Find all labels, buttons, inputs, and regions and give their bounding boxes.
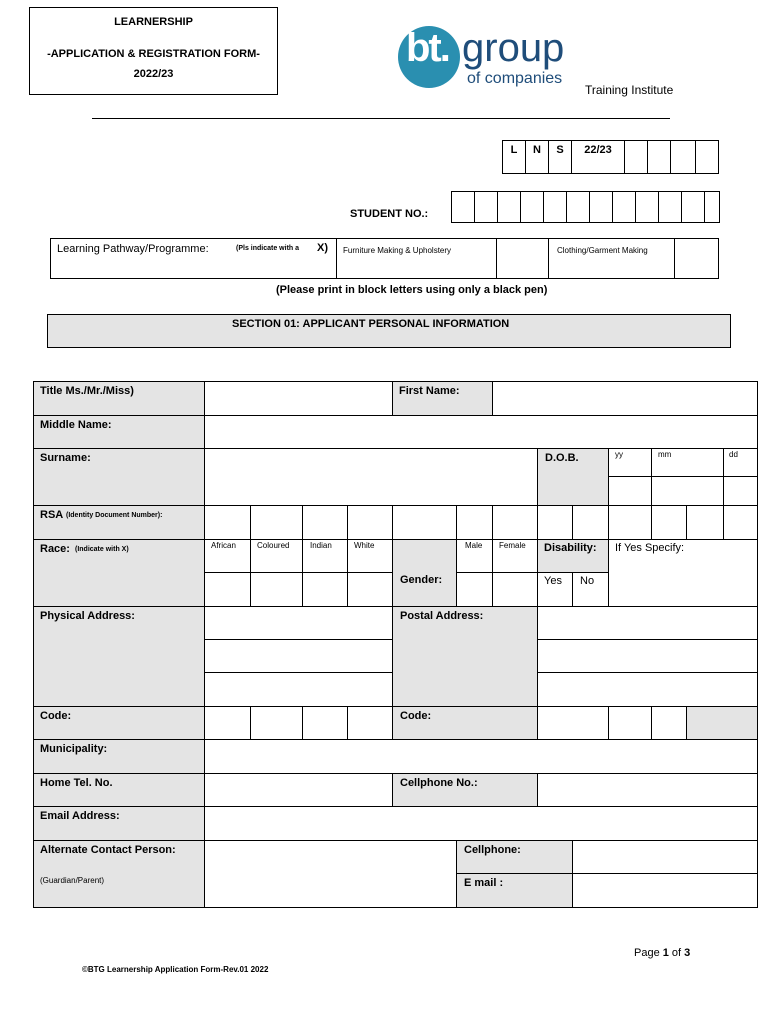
- student-no-cell[interactable]: [452, 192, 475, 223]
- postal-code-label-cell: [392, 706, 538, 740]
- dob-yy-cell: [608, 448, 652, 477]
- rsa-id-cell[interactable]: [686, 505, 724, 540]
- alt-cellphone-label-cell: [456, 840, 573, 874]
- pathway-hint: (Pls indicate with a: [236, 245, 300, 252]
- student-no-cell[interactable]: [498, 192, 521, 223]
- instruction-text: (Please print in block letters using only a black pen): [276, 284, 548, 296]
- dob-label: D.O.B.: [545, 452, 579, 464]
- lns-cell-blank[interactable]: [671, 141, 696, 174]
- alt-email-label: E mail :: [464, 877, 504, 889]
- rsa-label-cell: [33, 505, 205, 540]
- gender-female-label: Female: [499, 541, 526, 550]
- page-number: [634, 947, 690, 959]
- race-indian-checkbox[interactable]: [302, 572, 348, 607]
- surname-label-cell: [33, 448, 205, 506]
- postal-address-label-cell: [392, 606, 538, 707]
- first-name-input[interactable]: [492, 381, 758, 416]
- cellphone-no-label-cell: [392, 773, 538, 807]
- rsa-id-cell[interactable]: [250, 505, 303, 540]
- alt-contact-guardian-label: (Guardian/Parent): [40, 876, 105, 885]
- page-prefix: Page: [634, 947, 663, 959]
- physical-address-line3[interactable]: [204, 672, 393, 707]
- rsa-id-cell[interactable]: [651, 505, 687, 540]
- physical-address-line2[interactable]: [204, 639, 393, 673]
- logo-group-text: group: [462, 26, 565, 70]
- race-white-cell: [347, 539, 393, 573]
- postal-code-cell[interactable]: [608, 706, 652, 740]
- rsa-id-cell[interactable]: [392, 505, 457, 540]
- page-total: 3: [684, 947, 691, 959]
- rsa-id-cell[interactable]: [537, 505, 573, 540]
- physical-address-label: Physical Address:: [40, 610, 135, 622]
- form-title-box: [29, 7, 278, 95]
- alt-contact-label: Alternate Contact Person:: [40, 844, 176, 856]
- pathway-option-clothing-label: Clothing/Garment Making: [557, 246, 648, 255]
- race-african-cell: [204, 539, 251, 573]
- municipality-input[interactable]: [204, 739, 758, 774]
- student-no-cell[interactable]: [705, 192, 720, 223]
- rsa-id-cell[interactable]: [302, 505, 348, 540]
- postal-address-line3[interactable]: [537, 672, 758, 707]
- physical-address-line1[interactable]: [204, 606, 393, 640]
- home-tel-label-cell: [33, 773, 205, 807]
- dob-yy-label: yy: [615, 450, 623, 459]
- alt-contact-label-cell: [33, 840, 205, 908]
- race-african-label: African: [211, 541, 236, 550]
- alt-cellphone-label: Cellphone:: [464, 844, 521, 856]
- title-input[interactable]: [204, 381, 393, 416]
- pathway-clothing-checkbox[interactable]: [674, 238, 719, 279]
- rsa-hint: (Identity Document Number):: [66, 512, 163, 519]
- lns-cell-blank[interactable]: [696, 141, 719, 174]
- email-address-input[interactable]: [204, 806, 758, 841]
- code-cell[interactable]: [204, 706, 251, 740]
- gender-male-cell: [456, 539, 493, 573]
- disability-label-cell: [537, 539, 609, 573]
- race-white-checkbox[interactable]: [347, 572, 393, 607]
- code-label: Code:: [40, 710, 72, 722]
- race-coloured-label: Coloured: [257, 541, 290, 550]
- postal-code-label: Code:: [400, 710, 432, 722]
- rsa-id-cell[interactable]: [572, 505, 609, 540]
- dob-mm-label: mm: [658, 450, 672, 459]
- lns-cell-l: L: [503, 141, 526, 174]
- student-no-cell[interactable]: [636, 192, 659, 223]
- student-no-cell[interactable]: [521, 192, 544, 223]
- student-no-cell[interactable]: [659, 192, 682, 223]
- middle-name-input[interactable]: [204, 415, 758, 449]
- race-label-cell: [33, 539, 205, 607]
- first-name-label-cell: [392, 381, 493, 416]
- lns-cell-year: 22/23: [572, 141, 625, 174]
- cellphone-no-input[interactable]: [537, 773, 758, 807]
- disability-no-label: No: [580, 575, 595, 587]
- dob-dd-input[interactable]: [723, 476, 758, 506]
- rsa-id-cell[interactable]: [492, 505, 538, 540]
- home-tel-input[interactable]: [204, 773, 393, 807]
- code-label-cell: [33, 706, 205, 740]
- municipality-label-cell: [33, 739, 205, 774]
- middle-name-label: Middle Name:: [40, 419, 112, 431]
- logo-bt-text: bt.: [406, 26, 449, 70]
- disability-yes-label: Yes: [544, 575, 562, 587]
- pathway-hint-x: X): [317, 242, 328, 254]
- first-name-label: First Name:: [399, 385, 460, 397]
- postal-address-label: Postal Address:: [400, 610, 484, 622]
- student-no-cell[interactable]: [544, 192, 567, 223]
- gender-male-checkbox[interactable]: [456, 572, 493, 607]
- rsa-id-cell[interactable]: [608, 505, 652, 540]
- code-cell[interactable]: [347, 706, 393, 740]
- page-current: 1: [662, 947, 669, 959]
- student-no-label: STUDENT NO.:: [350, 208, 429, 220]
- rsa-id-cell[interactable]: [456, 505, 493, 540]
- form-title-line2: -APPLICATION & REGISTRATION FORM-: [47, 48, 260, 60]
- surname-label: Surname:: [40, 452, 91, 464]
- postal-address-line2[interactable]: [537, 639, 758, 673]
- pathway-furniture-checkbox[interactable]: [496, 238, 549, 279]
- lns-cell-blank[interactable]: [648, 141, 671, 174]
- student-no-cell[interactable]: [682, 192, 705, 223]
- email-address-label-cell: [33, 806, 205, 841]
- logo-training-institute: Training Institute: [585, 83, 674, 97]
- postal-code-cell[interactable]: [651, 706, 687, 740]
- pathway-option-furniture: [336, 238, 497, 279]
- dob-mm-input[interactable]: [651, 476, 724, 506]
- form-title-line3: 2022/23: [133, 68, 174, 80]
- page-of: of: [668, 947, 685, 959]
- dob-dd-label: dd: [729, 450, 738, 459]
- student-no-grid: [451, 191, 720, 223]
- lns-code-grid: [502, 140, 719, 174]
- race-indian-label: Indian: [310, 541, 332, 550]
- postal-address-line1[interactable]: [537, 606, 758, 640]
- disability-label: Disability:: [544, 542, 597, 554]
- race-label: Race:: [40, 543, 70, 555]
- gender-label: Gender:: [400, 574, 443, 586]
- middle-name-label-cell: [33, 415, 205, 449]
- gender-female-checkbox[interactable]: [492, 572, 538, 607]
- disability-yes-cell[interactable]: [537, 572, 573, 607]
- email-address-label: Email Address:: [40, 810, 120, 822]
- race-african-checkbox[interactable]: [204, 572, 251, 607]
- student-no-cell[interactable]: [475, 192, 498, 223]
- footer-copyright: ©BTG Learnership Application Form-Rev.01 2022: [82, 965, 269, 974]
- gender-label-cell: [392, 539, 457, 607]
- dob-label-cell: [537, 448, 609, 506]
- lns-cell-s: S: [549, 141, 572, 174]
- disability-specify-label: If Yes Specify:: [615, 542, 685, 554]
- cellphone-no-label: Cellphone No.:: [400, 777, 478, 789]
- pathway-label-box: [50, 238, 337, 279]
- lns-cell-n: N: [526, 141, 549, 174]
- student-no-cell[interactable]: [613, 192, 636, 223]
- pathway-label: Learning Pathway/Programme:: [57, 243, 209, 255]
- code-cell[interactable]: [250, 706, 303, 740]
- alt-cellphone-input[interactable]: [572, 840, 758, 874]
- home-tel-label: Home Tel. No.: [40, 777, 113, 789]
- pathway-option-clothing: [548, 238, 675, 279]
- header-rule: [92, 118, 670, 119]
- dob-yy-input[interactable]: [608, 476, 652, 506]
- disability-specify-input[interactable]: [608, 539, 758, 607]
- race-coloured-checkbox[interactable]: [250, 572, 303, 607]
- pathway-option-furniture-label: Furniture Making & Upholstery: [343, 246, 452, 255]
- form-title-line1: LEARNERSHIP: [114, 16, 193, 28]
- rsa-id-cell[interactable]: [204, 505, 251, 540]
- section-header: [47, 314, 731, 348]
- rsa-id-cell[interactable]: [347, 505, 393, 540]
- postal-code-filler: [686, 706, 758, 740]
- lns-cell-blank[interactable]: [625, 141, 648, 174]
- student-no-cell[interactable]: [590, 192, 613, 223]
- rsa-label: RSA: [40, 509, 64, 521]
- race-white-label: White: [354, 541, 375, 550]
- race-indian-cell: [302, 539, 348, 573]
- title-label: Title Ms./Mr./Miss): [40, 385, 134, 397]
- rsa-id-cell[interactable]: [723, 505, 758, 540]
- title-label-cell: [33, 381, 205, 416]
- dob-mm-cell: [651, 448, 724, 477]
- code-cell[interactable]: [302, 706, 348, 740]
- alt-email-input[interactable]: [572, 873, 758, 908]
- surname-input[interactable]: [204, 448, 538, 506]
- physical-address-label-cell: [33, 606, 205, 707]
- municipality-label: Municipality:: [40, 743, 108, 755]
- disability-no-cell[interactable]: [572, 572, 609, 607]
- gender-male-label: Male: [465, 541, 483, 550]
- gender-female-cell: [492, 539, 538, 573]
- race-hint: (Indicate with X): [75, 546, 129, 553]
- alt-contact-input[interactable]: [204, 840, 457, 908]
- postal-code-cell[interactable]: [537, 706, 609, 740]
- race-coloured-cell: [250, 539, 303, 573]
- student-no-cell[interactable]: [567, 192, 590, 223]
- alt-email-label-cell: [456, 873, 573, 908]
- dob-dd-cell: [723, 448, 758, 477]
- section-title: SECTION 01: APPLICANT PERSONAL INFORMATION: [232, 318, 510, 330]
- logo-subtitle: of companies: [467, 70, 563, 87]
